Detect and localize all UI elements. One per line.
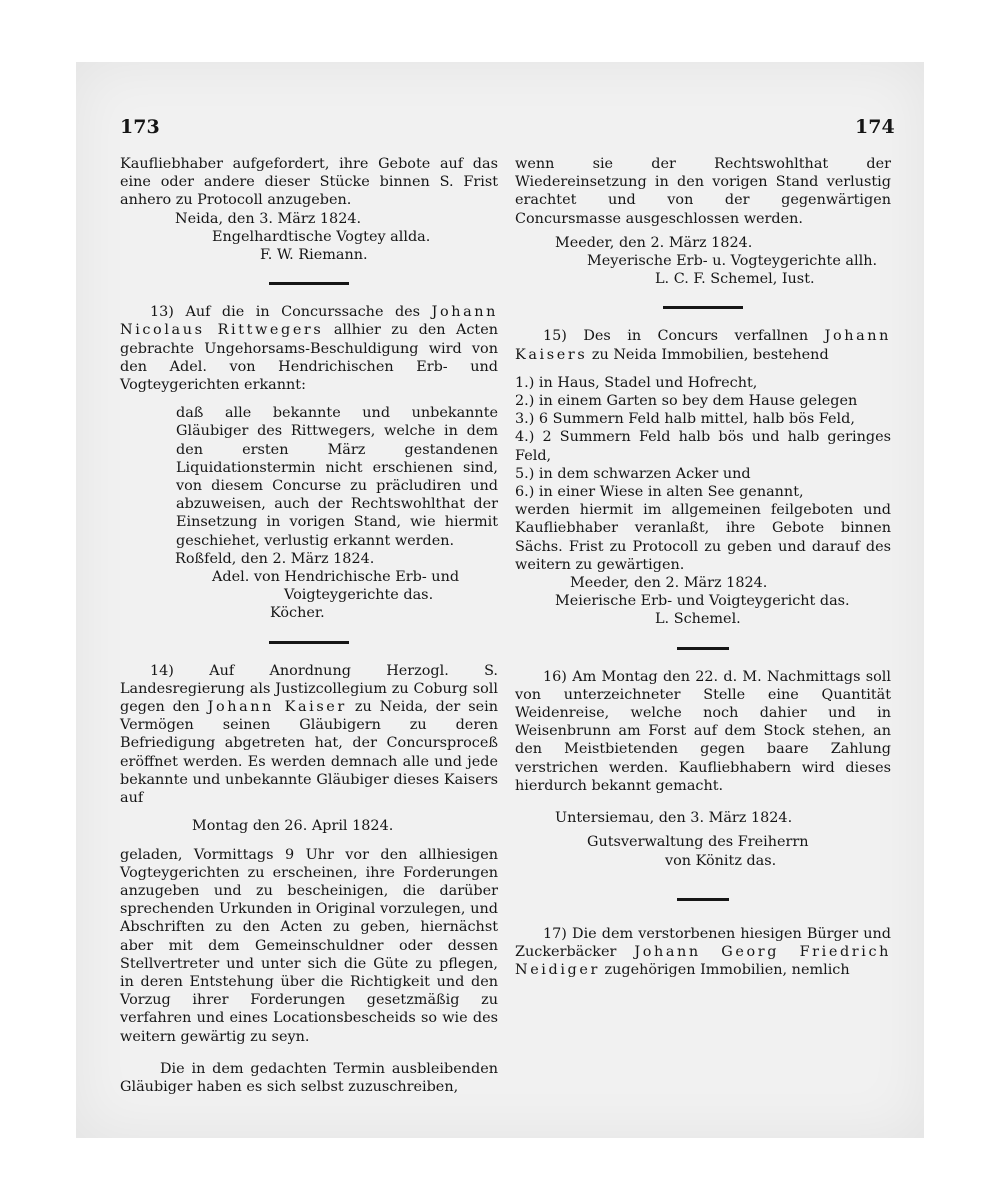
notice-16 [515, 668, 891, 795]
section-divider [663, 306, 743, 309]
list-item: 3.) 6 Summern Feld halb mittel, halb bös Feld, [515, 411, 855, 428]
notice-text: geladen, Vormittags 9 Uhr vor den allhiesigen Vogteygerichten zu erscheinen, ihre Forderungen anzugeben und zu bescheinigen, die darüber sprechenden Urkunden in Original vorzulegen, und Abschriften zu den Acten zu geben, hiernächst aber mit dem Gemeinschuldner oder dessen Stellvertreter und unter sich die Güte zu pflegen, in deren Entstehung über die Richtigkeit und den Vorzug ihrer Forderungen gesetzmäßig zu verfahren und eines Locationsbescheids so wie des weitern gewärtig zu seyn. [120, 846, 498, 1045]
notice-text: zu Neida Immobilien, bestehend [591, 346, 829, 363]
place-date: Meeder, den 2. März 1824. [555, 234, 753, 251]
notice-text: Die dem verstorbenen hiesigen Bürger und Zuckerbäcker [515, 925, 891, 960]
page-number-right: 174 [855, 116, 895, 138]
notice-text: zu Neida, der sein Vermögen seinen Gläubigern zu deren Befriedigung abgetreten hat, der Concursproceß eröffnet werden. Es werden demnach alle und jede bekannte und unbekannte Gläubiger dieses Kaisers auf [120, 699, 499, 807]
continued-text: wenn sie der Rechtswohlthat der Wiedereinsetzung in den vorigen Stand verlustig erachtet und von der gegenwärtigen Concursmasse ausgeschlossen werden. [515, 156, 891, 227]
notice-15 [515, 327, 891, 363]
notice-14 [120, 662, 498, 808]
issuing-office: Adel. von Hendrichische Erb- und [212, 569, 460, 586]
notice-number: 13) [150, 304, 174, 321]
signature: F. W. Riemann. [260, 247, 368, 264]
section-divider [269, 641, 349, 644]
notice-text: Auf Anordnung Herzogl. S. Landesregierung als Justizcollegium zu Coburg soll gegen den [120, 662, 498, 716]
section-divider [677, 647, 729, 650]
notice-text: zugehörigen Immobilien, nemlich [604, 962, 850, 979]
place-date: Neida, den 3. März 1824. [175, 210, 362, 227]
intro-text: Kaufliebhaber aufgefordert, ihre Gebote auf das eine oder andere dieser Stücke binnen S. Frist anhero zu Protocoll anzugeben. [120, 156, 498, 209]
signature: L. C. F. Schemel, Iust. [655, 271, 815, 288]
place-date: Untersiemau, den 3. März 1824. [555, 810, 793, 827]
notice-text: Auf die in Concurssache des [185, 304, 421, 321]
notice-text: Die in dem gedachten Termin ausbleibenden Gläubiger haben es sich selbst zuzuschreiben, [120, 1060, 498, 1095]
notice-number: 16) [543, 668, 567, 685]
notice-17 [515, 925, 891, 980]
left-column [120, 155, 498, 1096]
notice-number: 14) [150, 662, 174, 679]
signature: L. Schemel. [655, 611, 741, 628]
hearing-date: Montag den 26. April 1824. [192, 818, 394, 835]
notice-13 [120, 303, 498, 394]
section-divider [269, 282, 349, 285]
property-list [515, 374, 891, 501]
notice-text: Des in Concurs verfallnen [583, 328, 809, 345]
notice-text: Am Montag den 22. d. M. Nachmittags soll von unterzeichneter Stelle eine Quantität Weidenreise, welche noch dahier und in Weisenbrunn am Forst auf dem Stock stehen, an den Meistbietenden gegen baare Zahlung verstrichen werden. Kaufliebhabern wird dieses hierdurch bekannt gemacht. [515, 668, 891, 794]
place-date: Roßfeld, den 2. März 1824. [175, 550, 375, 567]
issuing-office: Meyerische Erb- u. Vogteygerichte allh. [587, 253, 878, 270]
right-column [515, 155, 891, 979]
list-item: 6.) in einer Wiese in alten See genannt, [515, 484, 804, 501]
issuing-office: Voigteygerichte das. [284, 587, 434, 604]
person-name: Johann Kaisers [515, 328, 891, 363]
notice-text: allhier zu den Acten gebrachte Ungehorsams-Beschuldigung wird von den Adel. von Hendrichischen Erb- und Vogteygerichten erkannt: [120, 322, 498, 394]
person-name: Johann Kaiser [207, 699, 347, 716]
place-date: Meeder, den 2. März 1824. [570, 575, 768, 592]
section-divider [677, 898, 729, 901]
person-name: Johann Georg Friedrich Neidiger [515, 943, 892, 979]
list-item: 5.) in dem schwarzen Acker und [515, 465, 751, 482]
notice-number: 17) [543, 925, 567, 942]
issuing-office: Gutsverwaltung des Freiherrn [587, 834, 809, 851]
notice-number: 15) [543, 328, 567, 345]
page-number-left: 173 [120, 116, 160, 138]
list-item: 2.) in einem Garten so bey dem Hause gelegen [515, 393, 858, 410]
court-ruling: daß alle bekannte und unbekannte Gläubiger des Rittwegers, welche in dem den ersten März gestandenen Liquidationstermin nicht erschienen sind, von diesem Concurse zu präcludiren und abzuweisen, auch der Rechtswohlthat der Einsetzung in vorigen Stand, wie hiermit geschiehet, verlustig erkannt werden. [176, 405, 498, 549]
person-name: Johann Nicolaus Rittwegers [120, 304, 498, 339]
signature: Köcher. [270, 605, 325, 622]
issuing-office: Engelhardtische Vogtey allda. [212, 228, 431, 245]
issuing-office: von Könitz das. [665, 852, 777, 869]
notice-text: werden hiermit im allgemeinen feilgeboten und Kaufliebhaber veranlaßt, ihre Gebote binnen Sächs. Frist zu Protocoll zu geben und darauf des weitern zu gewärtigen. [515, 502, 891, 573]
issuing-office: Meierische Erb- und Voigteygericht das. [555, 593, 850, 610]
list-item: 1.) in Haus, Stadel und Hofrecht, [515, 374, 758, 391]
list-item: 4.) 2 Summern Feld halb bös und halb geringes Feld, [515, 429, 891, 464]
